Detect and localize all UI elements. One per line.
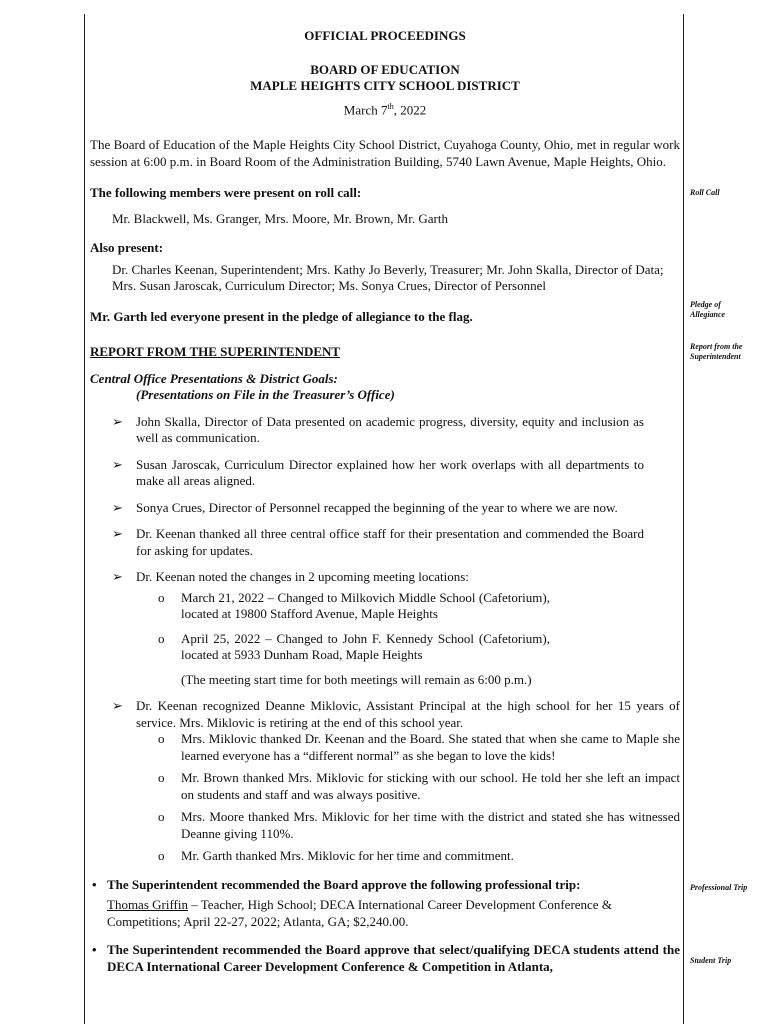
superintendent-report-heading: REPORT FROM THE SUPERINTENDENT [90,344,341,360]
professional-trip-details: Thomas Griffin – Teacher, High School; DECA International Career Development Conference & Competitions; April 22-27, 2022; Atlanta, GA; $2,240.00. [107,897,612,929]
professional-trip-heading: • The Superintendent recommended the Board approve the following professional trip: [92,876,581,892]
left-margin-rule [84,14,85,1024]
board-name: BOARD OF EDUCATION [310,61,460,77]
arrow-bullet-icon: ➢ [112,413,123,429]
circle-bullet-icon: o [158,630,165,646]
arrow-bullet-icon: ➢ [112,499,123,515]
list-item: ➢ Dr. Keenan noted the changes in 2 upcoming meeting locations: [112,569,469,585]
bullet-icon: • [92,876,97,892]
margin-note-professional-trip: Professional Trip [690,883,748,892]
roll-call-heading: The following members were present on roll call: [90,185,362,201]
bullet-icon: • [92,942,97,958]
list-item: ➢ Susan Jaroscak, Curriculum Director explained how her work overlaps with all departments to make all areas aligned. [112,456,644,489]
recognition-item: o Mrs. Moore thanked Mrs. Miklovic for her time with the district and stated she has witnessed Deanne giving 110%. [158,809,680,841]
list-item: ➢ Dr. Keenan thanked all three central office staff for their presentation and commended the Board for asking for updates. [112,526,644,558]
presentations-subheading: Central Office Presentations & District Goals: [90,370,338,386]
presentations-note: (Presentations on File in the Treasurer’s Office) [136,387,395,403]
recognition-item: o Mr. Brown thanked Mrs. Miklovic for sticking with our school. He told her she left an impact on students and staff and was always positive. [158,770,680,802]
margin-note-roll-call: Roll Call [690,188,720,197]
document-title: OFFICIAL PROCEEDINGS [304,28,466,43]
circle-bullet-icon: o [158,731,165,747]
list-item: ➢ Dr. Keenan recognized Deanne Miklovic, Assistant Principal at the high school for her 15 years of service. Mrs. Miklovic is retiring at the end of this school year. [112,698,680,730]
margin-note-pledge: Pledge of Allegiance [690,300,726,319]
meeting-date: March 7th, 2022 [343,101,427,117]
also-present-heading: Also present: [90,240,164,256]
circle-bullet-icon: o [158,809,165,825]
intro-paragraph: The Board of Education of the Maple Heights City School District, Cuyahoga County, Ohio, met in regular work session at 6:00 p.m. in Board Room of the Administration Building, 5740 Lawn Avenue, Maple Heights, Ohio. [90,137,680,169]
also-present-names: Dr. Charles Keenan, Superintendent; Mrs. Kathy Jo Beverly, Treasurer; Mr. John Skalla, Director of Data; Mrs. Susan Jaroscak, Curriculum Director; Ms. Sonya Crues, Director of Personnel [112,261,664,294]
arrow-bullet-icon: ➢ [112,569,123,585]
right-margin-rule [683,14,684,1024]
circle-bullet-icon: o [158,848,165,864]
arrow-bullet-icon: ➢ [112,456,123,472]
recognition-item: o Mr. Garth thanked Mrs. Miklovic for her time and commitment. [158,848,514,864]
traveler-name: Thomas Griffin [107,897,188,913]
margin-note-student-trip: Student Trip [690,956,732,965]
document-body [90,28,680,975]
circle-bullet-icon: o [158,770,165,786]
location-item: o April 25, 2022 – Changed to John F. Kennedy School (Cafetorium), located at 5933 Dunham Road, Maple Heights [158,630,550,663]
superintendent-items [90,414,680,865]
recognition-item: o Mrs. Miklovic thanked Dr. Keenan and the Board. She stated that when she came to Maple she learned everyone has a “different normal” as she began to love the kids! [158,731,680,763]
roll-call-members: Mr. Blackwell, Ms. Granger, Mrs. Moore, Mr. Brown, Mr. Garth [112,210,448,226]
student-trip-heading: • The Superintendent recommended the Board approve that select/qualifying DECA students attend the DECA International Career Development Conference & Competition in Atlanta, [92,942,680,974]
margin-note-report: Report from the Superintendent [690,342,743,361]
arrow-bullet-icon: ➢ [112,526,123,542]
meeting-time-note: (The meeting start time for both meetings will remain as 6:00 p.m.) [181,671,532,687]
circle-bullet-icon: o [158,589,165,605]
district-name: MAPLE HEIGHTS CITY SCHOOL DISTRICT [250,78,520,93]
location-item: o March 21, 2022 – Changed to Milkovich Middle School (Cafetorium), located at 19800 Stafford Avenue, Maple Heights [158,589,550,622]
pledge-statement: Mr. Garth led everyone present in the pledge of allegiance to the flag. [90,308,473,324]
arrow-bullet-icon: ➢ [112,698,123,714]
list-item: ➢ Sonya Crues, Director of Personnel recapped the beginning of the year to where we are now. [112,499,618,515]
list-item: ➢ John Skalla, Director of Data presented on academic progress, diversity, equity and inclusion as well as communication. [112,413,644,446]
